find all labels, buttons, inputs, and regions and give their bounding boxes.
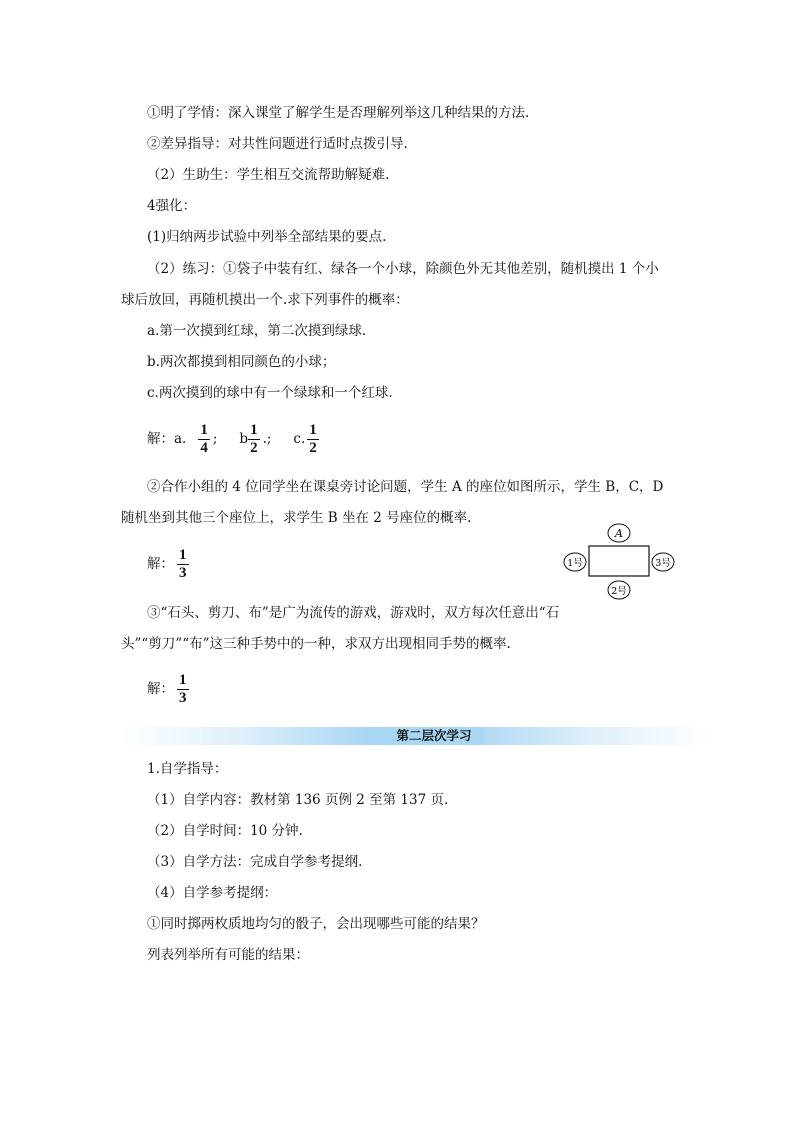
seat-1-label: 1号 (567, 558, 583, 569)
paragraph-self-study-content: （1）自学内容：教材第 136 页例 2 至第 137 页. (147, 792, 449, 808)
paragraph-exercise-3-line2: 头”“剪刀”“布”这三种手势中的一种，求双方出现相同手势的概率. (121, 636, 511, 652)
seat-a-label: A (615, 527, 623, 540)
paragraph-question-a: a.第一次摸到红球，第二次摸到绿球. (147, 323, 367, 339)
fraction-a: $\frac{1}{4}$ (200, 421, 208, 456)
paragraph-differential-guidance: ②差异指导：对共性问题进行适时点拨引导. (147, 136, 408, 152)
fraction-b: $\frac{1}{2}$ (250, 421, 258, 456)
paragraph-question-c: c.两次摸到的球中有一个绿球和一个红球. (147, 385, 393, 401)
answer-exercise-3: 解： $\frac{1}{3}$ (147, 671, 187, 706)
paragraph-self-study-time: （2）自学时间：10 分钟. (147, 823, 303, 839)
paragraph-list-results: 列表列举所有可能的结果： (147, 947, 309, 963)
paragraph-exercise-2-line2: 随机坐到其他三个座位上，求学生 B 坐在 2 号座位的概率. (121, 510, 472, 526)
answer-prefix: 解：a. (147, 431, 187, 447)
paragraph-learning-situation: ①明了学情：深入课堂了解学生是否理解列举这几种结果的方法. (147, 105, 530, 121)
paragraph-self-study-guide: 1.自学指导： (147, 761, 228, 777)
paragraph-reinforce-heading: 4强化： (147, 198, 197, 214)
seat-3-label: 3号 (655, 558, 671, 569)
fraction-answer-3: $\frac{1}{3}$ (179, 671, 187, 706)
paragraph-self-study-method: （3）自学方法：完成自学参考提纲. (147, 854, 363, 870)
paragraph-exercise-3-line1: ③“石头、剪刀、布”是广为流传的游戏，游戏时，双方每次任意出“石 (147, 605, 560, 621)
section-banner-title: 第二层次学习 (384, 727, 484, 745)
paragraph-peer-help: （2）生助生：学生相互交流帮助解疑难. (147, 167, 390, 183)
fraction-answer-2: $\frac{1}{3}$ (179, 546, 187, 581)
paragraph-question-b: b.两次都摸到相同颜色的小球； (147, 354, 336, 370)
answer-exercise-2: 解： $\frac{1}{3}$ (147, 546, 187, 581)
seat-diagram (560, 520, 680, 602)
seat-2-label: 2号 (611, 586, 627, 597)
fraction-c: $\frac{1}{2}$ (309, 421, 317, 456)
paragraph-dice-question: ①同时掷两枚质地均匀的骰子，会出现哪些可能的结果？ (147, 916, 485, 932)
paragraph-exercise-2-line1: ②合作小组的 4 位同学坐在课桌旁讨论问题，学生 A 的座位如图所示，学生 B，C，D (147, 479, 664, 495)
paragraph-exercise-1-line2: 球后放回，再随机摸出一个.求下列事件的概率： (121, 292, 409, 308)
paragraph-summary-points: (1)归纳两步试验中列举全部结果的要点. (147, 229, 387, 245)
answer-exercise-1: 解：a. $\frac{1}{4}$ ; b $\frac{1}{2}$ .; c. $\frac{1}{2}$ (147, 421, 317, 456)
desk-rectangle (589, 546, 649, 576)
paragraph-exercise-1-line1: （2）练习：①袋子中装有红、绿各一个小球，除颜色外无其他差别，随机摸出 1 个小 (147, 261, 659, 277)
paragraph-self-study-outline: （4）自学参考提纲： (147, 885, 278, 901)
